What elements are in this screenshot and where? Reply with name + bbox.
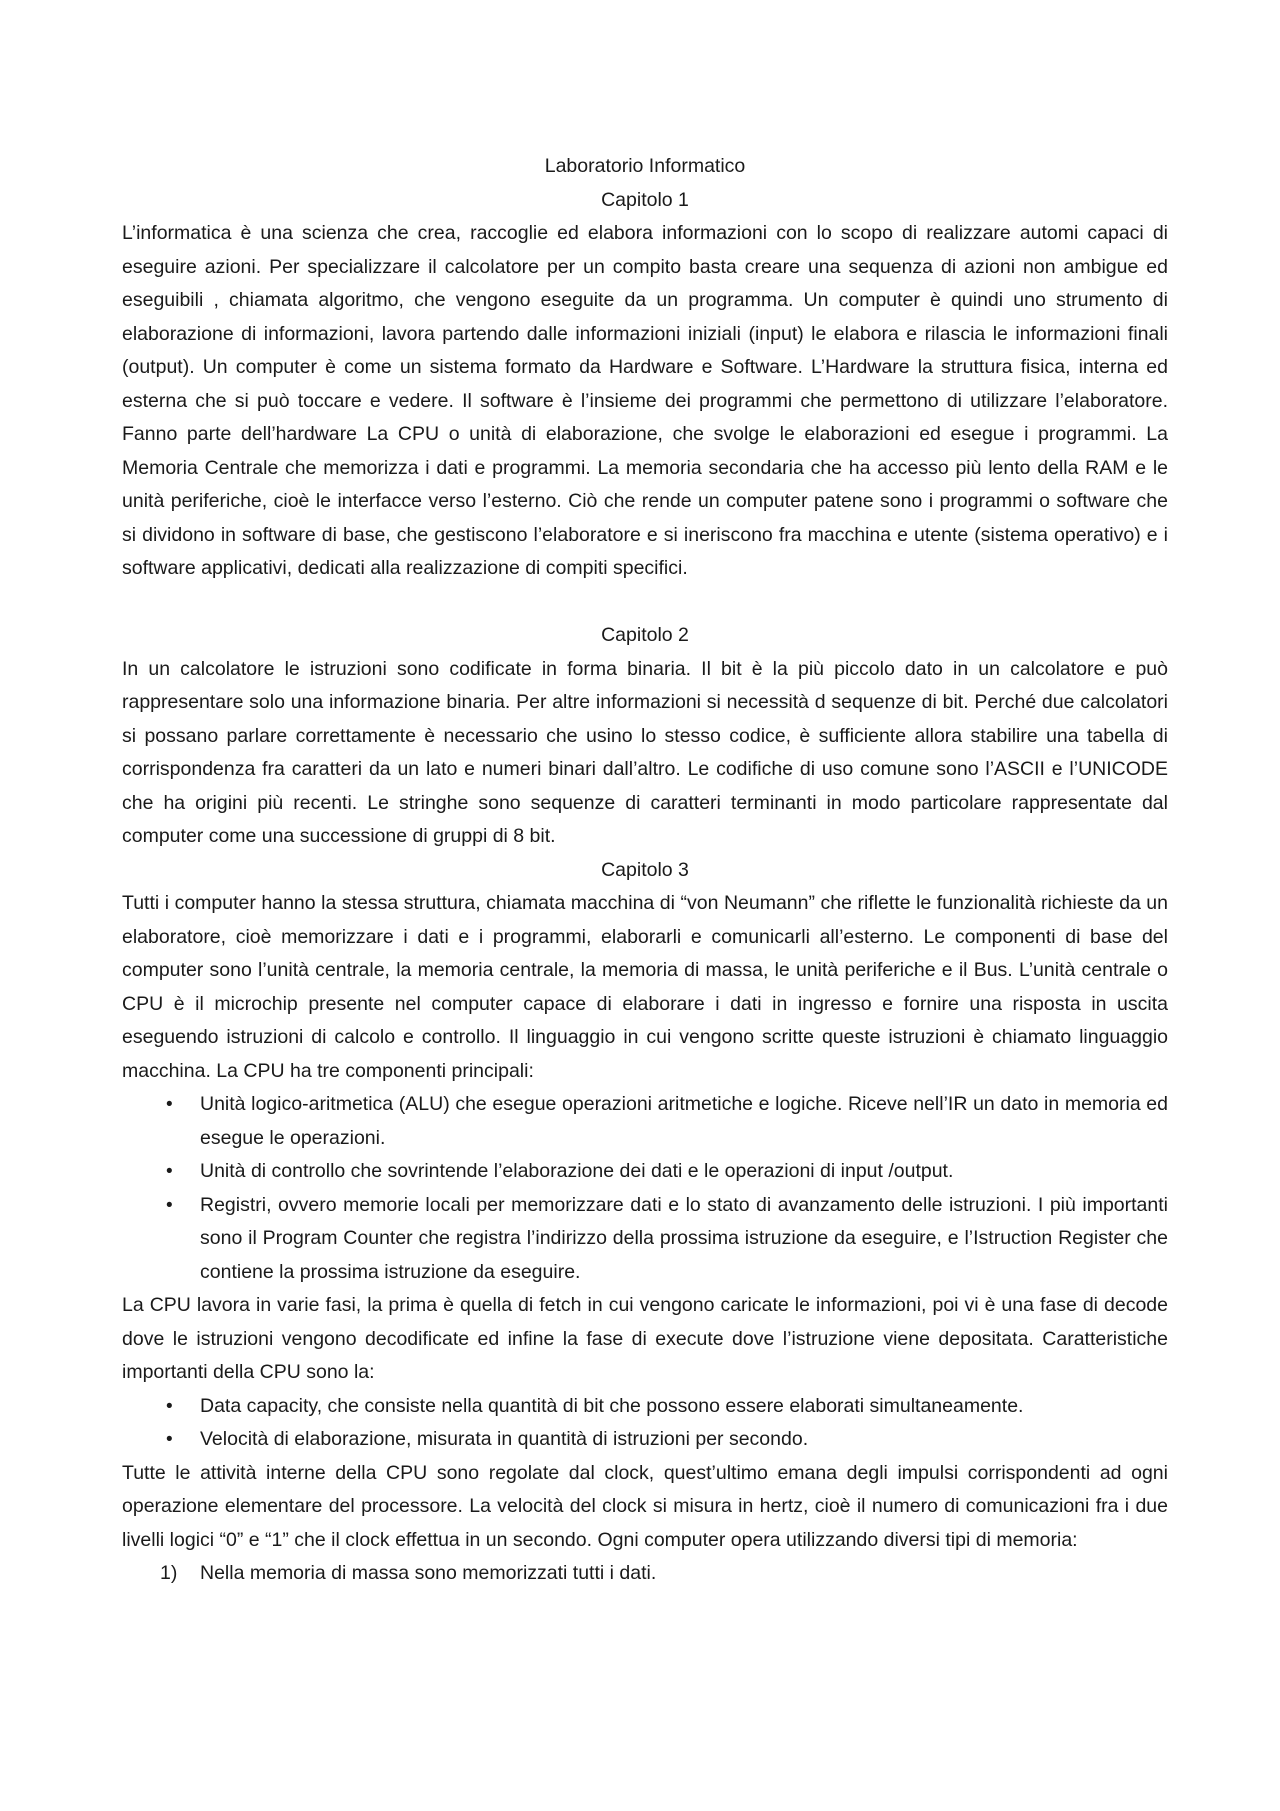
cpu-characteristics-list [122,1390,1168,1457]
list-item [122,1155,1168,1189]
bullet-icon: • [166,1395,173,1417]
chapter-1-paragraph: L’informatica è una scienza che crea, raccoglie ed elabora informazioni con lo scopo di realizzare automi capaci di eseguire azioni. Per specializzare il calcolatore per un compito basta creare una sequenza di azioni non ambigue ed eseguibili , chiamata algoritmo, che vengono eseguite da un programma. Un computer è quindi uno strumento di elaborazione di informazioni, lavora partendo dalle informazioni iniziali (input) le elabora e rilascia le informazioni finali (output). Un computer è come un sistema formato da Hardware e Software. L’Hardware la struttura fisica, interna ed esterna che si può toccare e vedere. Il software è l’insieme dei programmi che permettono di utilizzare l’elaboratore. Fanno parte dell’hardware La CPU o unità di elaborazione, che svolge le elaborazioni ed esegue i programmi. La Memoria Centrale che memorizza i dati e programmi. La memoria secondaria che ha accesso più lento della RAM e le unità periferiche, cioè le interfacce verso l’esterno. Ciò che rende un computer patene sono i programmi o software che si dividono in software di base, che gestiscono l’elaboratore e si ineriscono fra macchina e utente (sistema operativo) e i software applicativi, dedicati alla realizzazione di compiti specifici. [122,222,1168,579]
cpu-phases-paragraph: La CPU lavora in varie fasi, la prima è quella di fetch in cui vengono caricate le informazioni, poi vi è una fase di decode dove le istruzioni vengono decodificate ed infine la fase di execute dove l’istruzione viene depositata. Caratteristiche importanti della CPU sono la: [122,1294,1168,1383]
list-item-text: Nella memoria di massa sono memorizzati tutti i dati. [200,1562,657,1584]
chapter-3-heading: Capitolo 3 [601,858,689,881]
list-item [122,1088,1168,1155]
list-item-text: Registri, ovvero memorie locali per memorizzare dati e lo stato di avanzamento delle istruzioni. I più importanti sono il Program Counter che registra l’indirizzo della prossima istruzione da eseguire, e l’Istruction Register che contiene la prossima istruzione da eseguire. [200,1193,1168,1283]
list-item [122,1390,1168,1424]
chapter-2-heading: Capitolo 2 [601,624,689,646]
bullet-icon: • [166,1161,173,1182]
list-item-number: 1) [160,1562,178,1584]
chapter-2-paragraph: In un calcolatore le istruzioni sono codificate in forma binaria. Il bit è la più piccolo dato in un calcolatore e può rappresentare solo una informazione binaria. Per altre informazioni si necessità d sequenze di bit. Perché due calcolatori si possano parlare correttamente è necessario che usino lo stesso codice, è sufficiente allora stabilire una tabella di corrispondenza fra caratteri da un lato e numeri binari dall’altro. Le codifiche di uso comune sono l’ASCII e l’UNICODE che ha origini più recenti. Le stringhe sono sequenze di caratteri terminanti in modo particolare rappresentate dal computer come una successione di gruppi di 8 bit. [122,657,1168,847]
chapter-1-heading: Capitolo 1 [601,188,689,211]
document-page [122,150,1168,1591]
bullet-icon: • [166,1429,173,1450]
chapter-3-intro-paragraph: Tutti i computer hanno la stessa struttura, chiamata macchina di “von Neumann” che riflette le funzionalità richieste da un elaboratore, cioè memorizzare i dati e i programmi, elaborarli e comunicarli all’esterno. Le componenti di base del computer sono l’unità centrale, la memoria centrale, la memoria di massa, le unità periferiche e il Bus. L’unità centrale o CPU è il microchip presente nel computer capace di elaborare i dati in ingresso e fornire una risposta in uscita eseguendo istruzioni di calcolo e controllo. Il linguaggio in cui vengono scritte queste istruzioni è chiamato linguaggio macchina. La CPU ha tre componenti principali: [122,892,1168,1082]
list-item-text: Unità logico-aritmetica (ALU) che esegue operazioni aritmetiche e logiche. Riceve nell’IR un dato in memoria ed esegue le operazioni. [200,1093,1168,1149]
document-title: Laboratorio Informatico [544,155,746,177]
clock-paragraph: Tutte le attività interne della CPU sono regolate dal clock, quest’ultimo emana degli impulsi corrispondenti ad ogni operazione elementare del processore. La velocità del clock si misura in hertz, cioè il numero di comunicazioni fra i due livelli logici “0” e “1” che il clock effettua in un secondo. Ogni computer opera utilizzando diversi tipi di memoria: [122,1461,1168,1551]
list-item [122,1557,1168,1591]
memory-types-list [122,1557,1168,1591]
list-item-text: Unità di controllo che sovrintende l’elaborazione dei dati e le operazioni di input /output. [200,1160,954,1182]
bullet-icon: • [166,1094,173,1115]
cpu-components-list [122,1088,1168,1289]
list-item [122,1189,1168,1290]
spacer [122,586,1168,620]
list-item-text: Velocità di elaborazione, misurata in quantità di istruzioni per secondo. [200,1428,809,1450]
list-item-text: Data capacity, che consiste nella quantità di bit che possono essere elaborati simultaneamente. [200,1394,1024,1417]
list-item [122,1423,1168,1457]
bullet-icon: • [166,1194,173,1216]
